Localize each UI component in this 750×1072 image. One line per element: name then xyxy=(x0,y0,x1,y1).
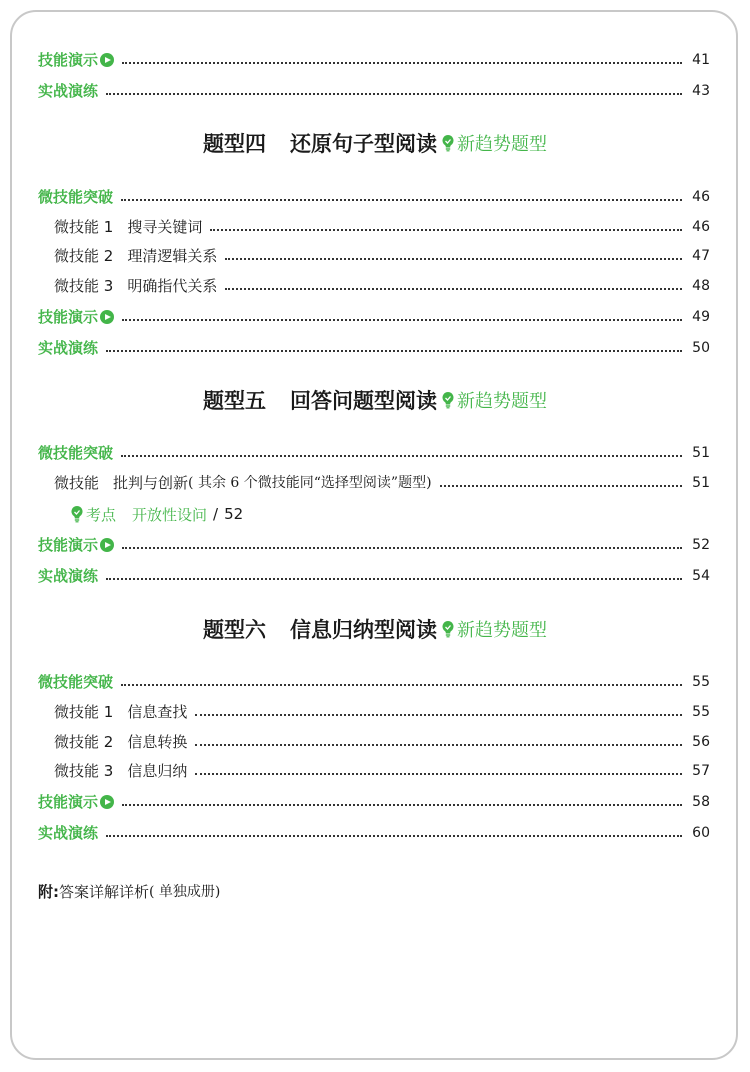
page-number: 41 xyxy=(692,52,710,68)
page-number: 55 xyxy=(692,674,710,690)
section-title: 还原句子型阅读 xyxy=(290,131,437,156)
page-number: 58 xyxy=(692,794,710,810)
skill-number: 微技能 1 xyxy=(54,703,114,721)
toc-entry-skill[interactable] xyxy=(54,701,710,723)
lightbulb-icon xyxy=(441,620,455,638)
leader-dots xyxy=(195,773,682,775)
leader-dots xyxy=(225,258,682,260)
skill-number: 微技能 xyxy=(54,474,100,492)
toc-entry-practice[interactable] xyxy=(38,337,710,359)
page-number: 49 xyxy=(692,309,710,325)
leader-dots xyxy=(122,804,682,806)
leader-dots xyxy=(121,455,682,457)
toc-entry-micro[interactable] xyxy=(38,186,710,208)
page-number: 57 xyxy=(692,763,710,779)
section-heading-4 xyxy=(0,128,750,158)
toc-entry-skill[interactable] xyxy=(54,216,710,238)
toc-label: 实战演练 xyxy=(38,567,99,585)
play-icon xyxy=(100,310,114,324)
leader-dots xyxy=(122,319,682,321)
leader-dots xyxy=(121,684,682,686)
leader-dots xyxy=(210,229,682,231)
section-heading-5 xyxy=(0,385,750,415)
leader-dots xyxy=(440,485,682,487)
page-number: 56 xyxy=(692,734,710,750)
page-number: 54 xyxy=(692,568,710,584)
section-tag: 新趋势题型 xyxy=(457,134,547,155)
toc-label: 微技能突破 xyxy=(38,188,114,206)
toc-entry-micro[interactable] xyxy=(38,442,710,464)
test-point-label: 考点 xyxy=(86,505,117,524)
page-number: 52 xyxy=(224,505,244,523)
skill-number: 微技能 2 xyxy=(54,733,114,751)
toc-label: 实战演练 xyxy=(38,339,99,357)
appendix-note: ( 单独成册) xyxy=(149,884,221,900)
toc-entry-demo[interactable] xyxy=(38,534,710,556)
leader-dots xyxy=(195,744,682,746)
skill-name: 信息归纳 xyxy=(127,762,188,780)
skill-name: 理清逻辑关系 xyxy=(127,247,218,265)
leader-dots xyxy=(106,578,682,580)
toc-label: 微技能突破 xyxy=(38,444,114,462)
toc-entry-skill[interactable] xyxy=(54,731,710,753)
play-icon xyxy=(100,53,114,67)
toc-entry-practice[interactable] xyxy=(38,822,710,844)
page-number: 48 xyxy=(692,278,710,294)
toc-label: 实战演练 xyxy=(38,82,99,100)
toc-entry-micro[interactable] xyxy=(38,671,710,693)
skill-name: 批判与创新 xyxy=(113,474,189,492)
toc-entry-practice[interactable] xyxy=(38,565,710,587)
appendix-text: 答案详解详析 xyxy=(59,882,150,901)
page-number: 46 xyxy=(692,219,710,235)
section-tag: 新趋势题型 xyxy=(457,391,547,412)
separator: / xyxy=(213,505,219,523)
toc-entry-demo[interactable] xyxy=(38,791,710,813)
leader-dots xyxy=(122,547,682,549)
page-number: 55 xyxy=(692,704,710,720)
page-number: 60 xyxy=(692,825,710,841)
lightbulb-icon xyxy=(70,505,84,523)
skill-name: 信息转换 xyxy=(127,733,188,751)
test-point-entry[interactable] xyxy=(70,503,243,525)
lightbulb-icon xyxy=(441,134,455,152)
lightbulb-icon xyxy=(441,391,455,409)
appendix-label: 附: xyxy=(38,882,59,901)
leader-dots xyxy=(121,199,682,201)
leader-dots xyxy=(106,93,682,95)
toc-entry-skill[interactable] xyxy=(54,760,710,782)
leader-dots xyxy=(195,714,682,716)
page-number: 50 xyxy=(692,340,710,356)
toc-entry-demo[interactable] xyxy=(38,49,710,71)
toc-label: 技能演示 xyxy=(38,308,99,326)
skill-number: 微技能 2 xyxy=(54,247,114,265)
play-icon xyxy=(100,538,114,552)
test-point-topic: 开放性设问 xyxy=(132,505,208,524)
toc-entry-practice[interactable] xyxy=(38,80,710,102)
page-number: 46 xyxy=(692,189,710,205)
page-number: 52 xyxy=(692,537,710,553)
skill-note: ( 其余 6 个微技能同“选择型阅读”题型) xyxy=(188,475,432,491)
skill-name: 明确指代关系 xyxy=(127,277,218,295)
toc-label: 技能演示 xyxy=(38,51,99,69)
section-heading-6 xyxy=(0,614,750,644)
section-tag: 新趋势题型 xyxy=(457,620,547,641)
leader-dots xyxy=(122,62,682,64)
skill-number: 微技能 1 xyxy=(54,218,114,236)
page-number: 51 xyxy=(692,445,710,461)
page-number: 43 xyxy=(692,83,710,99)
skill-number: 微技能 3 xyxy=(54,762,114,780)
skill-number: 微技能 3 xyxy=(54,277,114,295)
appendix-entry[interactable] xyxy=(38,880,220,902)
section-number: 题型五 xyxy=(203,388,266,413)
section-number: 题型六 xyxy=(203,617,266,642)
skill-name: 搜寻关键词 xyxy=(127,218,203,236)
toc-label: 技能演示 xyxy=(38,536,99,554)
skill-name: 信息查找 xyxy=(127,703,188,721)
leader-dots xyxy=(106,835,682,837)
play-icon xyxy=(100,795,114,809)
leader-dots xyxy=(106,350,682,352)
toc-entry-demo[interactable] xyxy=(38,306,710,328)
section-title: 信息归纳型阅读 xyxy=(290,617,437,642)
toc-entry-skill[interactable] xyxy=(54,275,710,297)
section-number: 题型四 xyxy=(203,131,266,156)
toc-entry-skill[interactable] xyxy=(54,245,710,267)
toc-label: 微技能突破 xyxy=(38,673,114,691)
toc-label: 实战演练 xyxy=(38,824,99,842)
section-title: 回答问题型阅读 xyxy=(290,388,437,413)
page-number: 51 xyxy=(692,475,710,491)
toc-entry-skill[interactable] xyxy=(54,472,710,494)
toc-label: 技能演示 xyxy=(38,793,99,811)
leader-dots xyxy=(225,288,682,290)
page-number: 47 xyxy=(692,248,710,264)
